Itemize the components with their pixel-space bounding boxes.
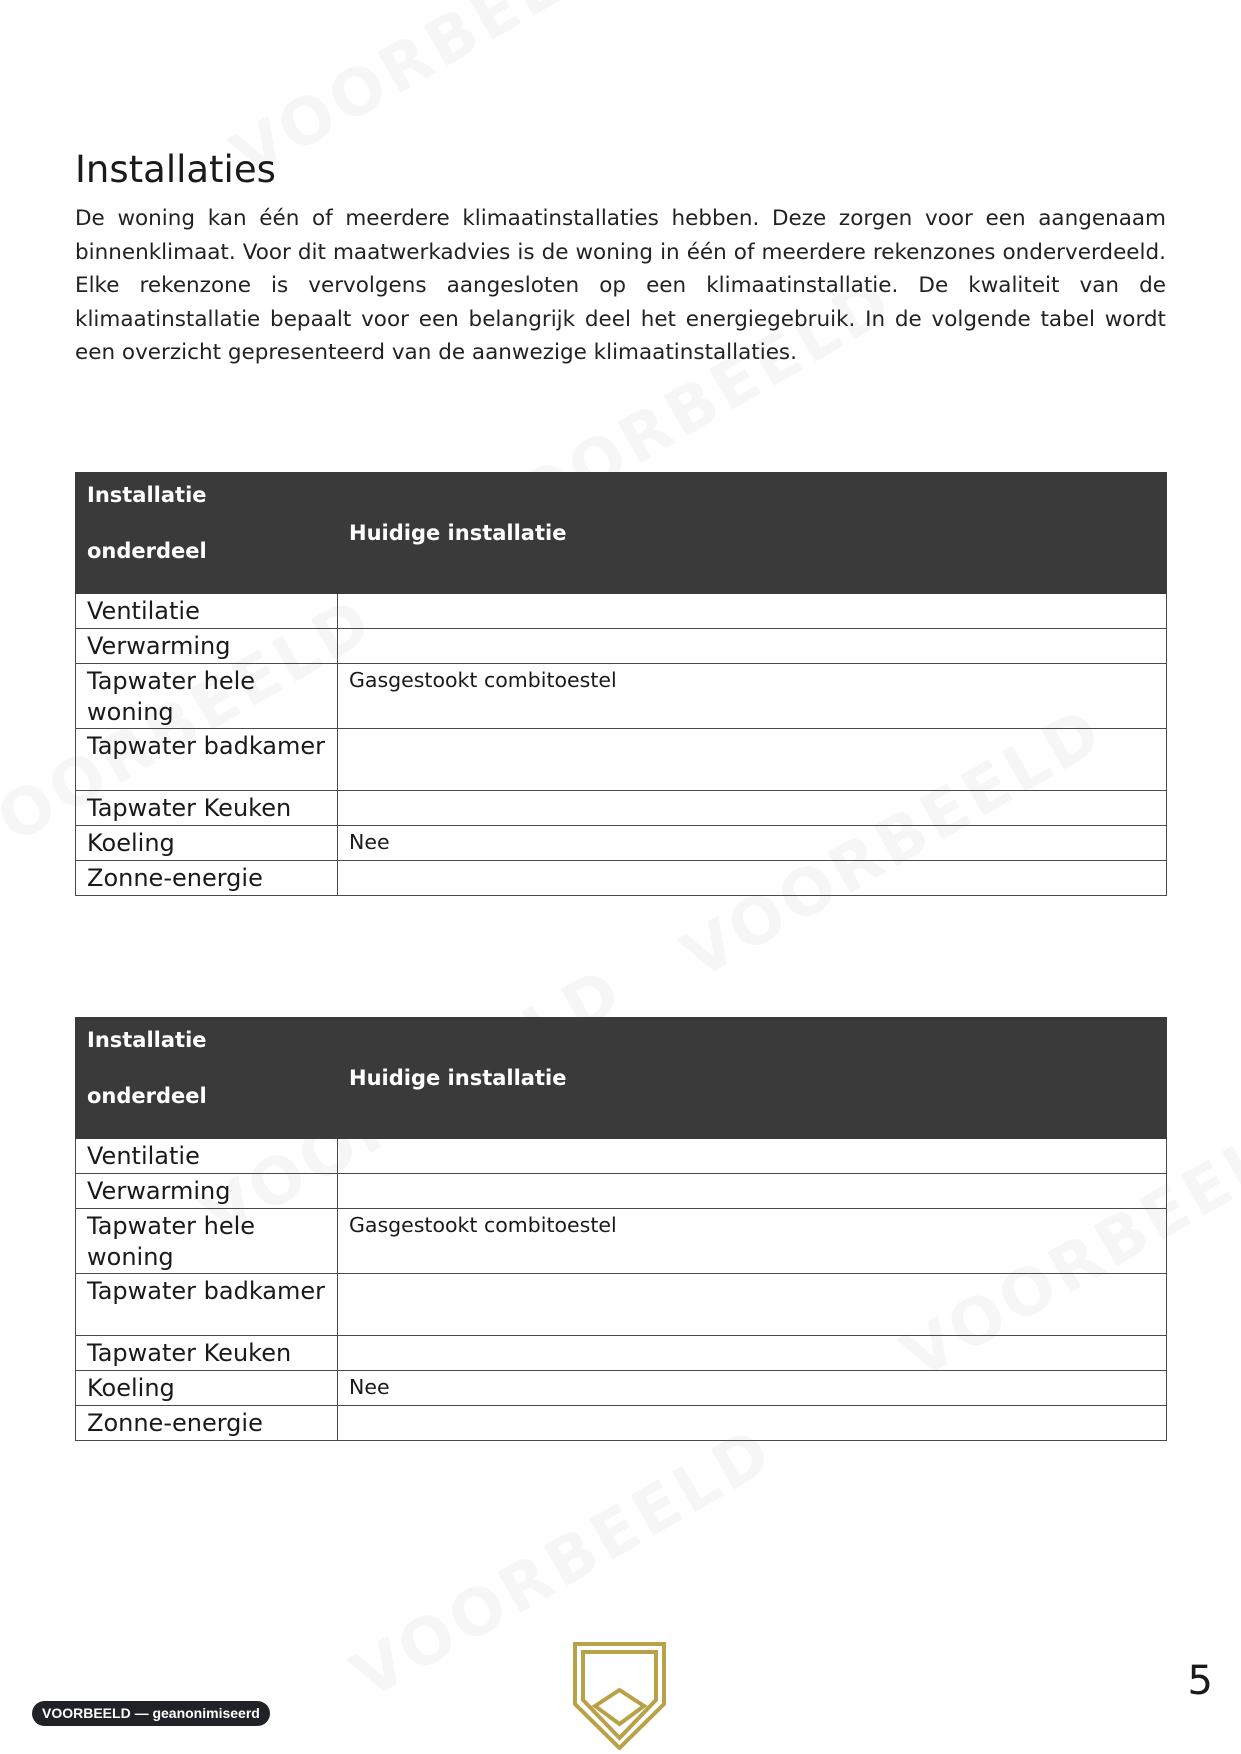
row-label: Verwarming (76, 1174, 338, 1209)
table-row (76, 1139, 1167, 1174)
row-value (338, 1336, 1167, 1371)
row-label: Koeling (76, 1371, 338, 1406)
watermark-text (220, 0, 666, 194)
row-label: Tapwater hele woning (76, 1209, 338, 1274)
header-installatie-onderdeel (76, 473, 338, 594)
table-row (76, 1406, 1167, 1441)
row-label: Tapwater hele woning (76, 664, 338, 729)
row-value: Nee (338, 1371, 1167, 1406)
page-title: Installaties (75, 148, 276, 191)
table-row (76, 826, 1167, 861)
table-row (76, 1274, 1167, 1336)
row-value (338, 1406, 1167, 1441)
row-value: Gasgestookt combitoestel (338, 664, 1167, 729)
header-huidige-installatie: Huidige installatie (338, 1018, 1167, 1139)
row-label: Zonne-energie (76, 861, 338, 896)
installations-table (75, 472, 1167, 896)
row-label: Tapwater badkamer (76, 729, 338, 791)
table-row (76, 664, 1167, 729)
row-label: Ventilatie (76, 594, 338, 629)
header-installatie-onderdeel (76, 1018, 338, 1139)
table-row (76, 629, 1167, 664)
row-value (338, 791, 1167, 826)
table-row (76, 861, 1167, 896)
watermark-text (340, 1414, 786, 1714)
page-number: 5 (1187, 1658, 1213, 1704)
header-label-line2: onderdeel (87, 1084, 207, 1108)
row-value: Gasgestookt combitoestel (338, 1209, 1167, 1274)
table-row (76, 729, 1167, 791)
header-label-line2: onderdeel (87, 539, 207, 563)
row-value: Nee (338, 826, 1167, 861)
row-label: Tapwater Keuken (76, 1336, 338, 1371)
table-row (76, 1209, 1167, 1274)
header-label-line1: Installatie (87, 483, 207, 507)
table-row (76, 791, 1167, 826)
row-value (338, 861, 1167, 896)
row-value (338, 1274, 1167, 1336)
row-value (338, 729, 1167, 791)
anonymized-badge: VOORBEELD — geanonimiseerd (32, 1701, 270, 1726)
table-header-row (76, 473, 1167, 594)
table-header-row (76, 1018, 1167, 1139)
table-row (76, 594, 1167, 629)
row-label: Zonne-energie (76, 1406, 338, 1441)
table-row (76, 1174, 1167, 1209)
row-label: Ventilatie (76, 1139, 338, 1174)
table-row (76, 1336, 1167, 1371)
intro-paragraph: De woning kan één of meerdere klimaatinstallaties hebben. Deze zorgen voor een aangenaam binnenklimaat. Voor dit maatwerkadvies is de woning in één of meerdere rekenzones onderverdeeld. Elke rekenzone is vervolgens aangesloten op een klimaatinstallatie. De kwaliteit van de klimaatinstallatie bepaalt voor een belangrijk deel het energiegebruik. In de volgende tabel wordt een overzicht gepresenteerd van de aanwezige klimaatinstallaties. (75, 206, 1166, 365)
table-row (76, 1371, 1167, 1406)
installations-table (75, 1017, 1167, 1441)
header-huidige-installatie: Huidige installatie (338, 473, 1167, 594)
row-label: Koeling (76, 826, 338, 861)
shield-logo-icon (573, 1642, 666, 1750)
row-label: Tapwater Keuken (76, 791, 338, 826)
row-value (338, 629, 1167, 664)
row-value (338, 594, 1167, 629)
row-label: Tapwater badkamer (76, 1274, 338, 1336)
row-label: Verwarming (76, 629, 338, 664)
header-label-line1: Installatie (87, 1028, 207, 1052)
row-value (338, 1174, 1167, 1209)
row-value (338, 1139, 1167, 1174)
